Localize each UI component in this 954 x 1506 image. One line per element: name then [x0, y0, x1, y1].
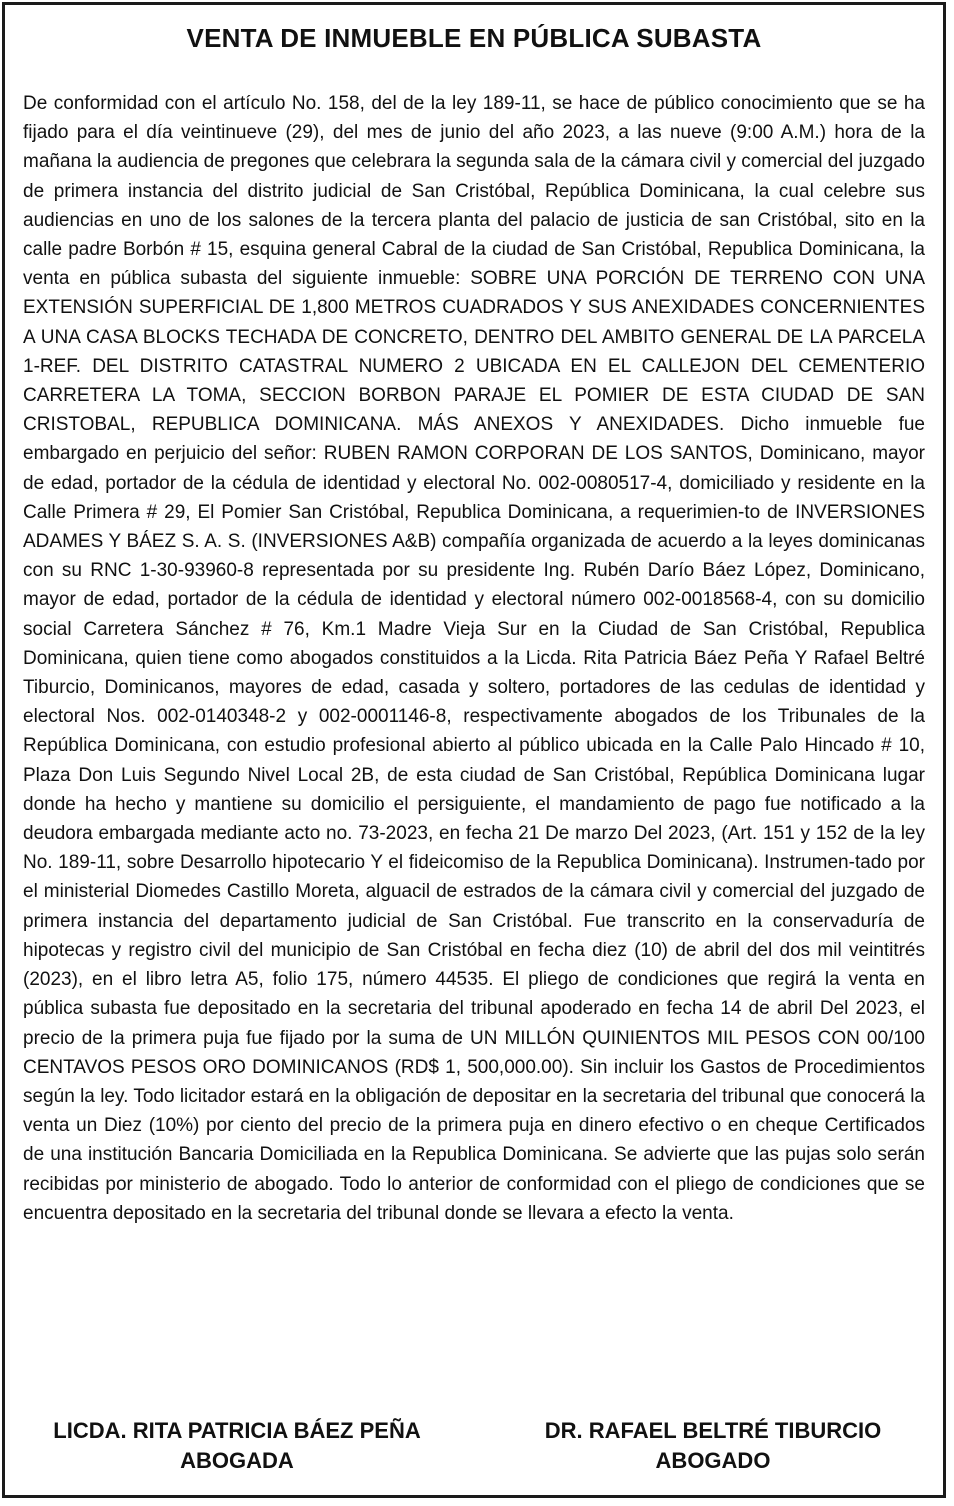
signature-right-name: DR. RAFAEL BELTRÉ TIBURCIO	[544, 1418, 882, 1443]
signature-block	[17, 1416, 931, 1476]
signature-right	[503, 1416, 923, 1476]
signature-right-role: ABOGADO	[655, 1448, 771, 1473]
signature-left	[17, 1416, 457, 1476]
notice-body: De conformidad con el artículo No. 158, del de la ley 189-11, se hace de público conocimiento que se ha fijado para el día veintinueve (29), del mes de junio del año 2023, a las nueve (9:00 A.M.) hora de la mañana la audiencia de pregones que celebrara la segunda sala de la cámara civil y comercial del juzgado de primera instancia del distrito judicial de San Cristóbal, República Dominicana, la cual celebre sus audiencias en uno de los salones de la tercera planta del palacio de justicia de san Cristóbal, sito en la calle padre Borbón # 15, esquina general Cabral de la ciudad de San Cristóbal, Republica Dominicana, la venta en pública subasta del siguiente inmueble: SOBRE UNA PORCIÓN DE TERRENO CON UNA EXTENSIÓN SUPERFICIAL DE 1,800 METROS CUADRADOS Y SUS ANEXIDADES CONCERNIENTES A UNA CASA BLOCKS TECHADA DE CONCRETO, DENTRO DEL AMBITO GENERAL DE LA PARCELA 1-REF. DEL DISTRITO CATASTRAL NUMERO 2 UBICADA EN EL CALLEJON DEL CEMENTERIO CARRETERA LA TOMA, SECCION BORBON PARAJE EL POMIER DE ESTA CIUDAD DE SAN CRISTOBAL, REPUBLICA DOMINICANA. MÁS ANEXOS Y ANEXIDADES. Dicho inmueble fue embargado en perjuicio del señor: RUBEN RAMON CORPORAN DE LOS SANTOS, Dominicano, mayor de edad, portador de la cédula de identidad y electoral No. 002-0080517-4, domiciliado y residente en la Calle Primera # 29, El Pomier San Cristóbal, Republica Dominicana, a requerimien-to de INVERSIONES ADAMES Y BÁEZ S. A. S. (INVERSIONES A&B) compañía organizada de acuerdo a la leyes dominicanas con su RNC 1-30-93960-8 representada por su presidente Ing. Rubén Darío Báez López, Dominicano, mayor de edad, portador de la cédula de identidad y electoral número 002-0018568-4, con su domicilio social Carretera Sánchez # 76, Km.1 Madre Vieja Sur en la Ciudad de San Cristóbal, Republica Dominicana, quien tiene como abogados constituidos a la Licda. Rita Patricia Báez Peña Y Rafael Beltré Tiburcio, Dominicanos, mayores de edad, casada y soltero, portadores de las cedulas de identidad y electoral Nos. 002-0140348-2 y 002-0001146-8, respectivamente abogados de los Tribunales de la República Dominicana, con estudio profesional abierto al público ubicada en la Calle Palo Hincado # 10, Plaza Don Luis Segundo Nivel Local 2B, de esta ciudad de San Cristóbal, República Dominicana lugar donde ha hecho y mantiene su domicilio el persiguiente, el mandamiento de pago fue notificado a la deudora embargada mediante acto no. 73-2023, en fecha 21 De marzo Del 2023, (Art. 151 y 152 de la ley No. 189-11, sobre Desarrollo hipotecario Y el fideicomiso de la Republica Dominicana). Instrumen-tado por el ministerial Diomedes Castillo Moreta, alguacil de estrados de la cámara civil y comercial del juzgado de primera instancia del departamento judicial de San Cristóbal. Fue transcrito en la conservaduría de hipotecas y registro civil del municipio de San Cristóbal en fecha diez (10) de abril del dos mil veintitrés (2023), en el libro letra A5, folio 175, número 44535. El pliego de condiciones que regirá la venta en pública subasta fue depositado en la secretaria del tribunal apoderado en fecha 14 de abril Del 2023, el precio de la primera puja fue fijado por la suma de UN MILLÓN QUINIENTOS MIL PESOS CON 00/100 CENTAVOS PESOS ORO DOMINICANOS (RD$ 1, 500,000.00). Sin incluir los Gastos de Procedimientos según la ley. Todo licitador estará en la obligación de depositar en la secretaria del tribunal que conocerá la venta un Diez (10%) por ciento del precio de la primera puja en dinero efectivo o en cheque Certificados de una institución Bancaria Domiciliada en la Republica Dominicana. Se advierte que las pujas solo serán recibidas por ministerio de abogado. Todo lo anterior de conformidad con el pliego de condiciones que se encuentra depositado en la secretaria del tribunal donde se llevara a efecto la venta.	[23, 93, 925, 1224]
auction-notice	[2, 2, 946, 1498]
signature-left-role: ABOGADA	[180, 1448, 294, 1473]
signature-left-name: LICDA. RITA PATRICIA BÁEZ PEÑA	[53, 1418, 421, 1443]
notice-title: VENTA DE INMUEBLE EN PÚBLICA SUBASTA	[186, 23, 762, 53]
